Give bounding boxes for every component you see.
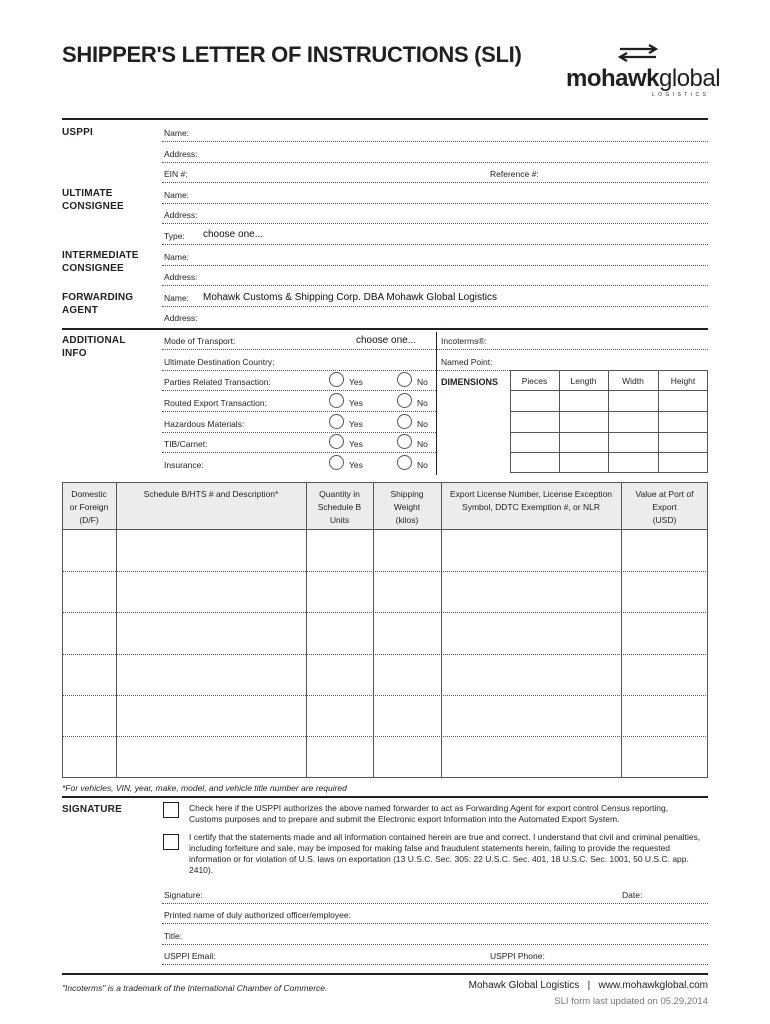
hazardous-yes-radio[interactable] (329, 414, 344, 429)
row-divider (162, 390, 436, 391)
dim-header-length: Length (570, 376, 597, 386)
routed-export-yes-radio[interactable] (329, 393, 344, 408)
ultimate-name-label: Name: (164, 190, 190, 200)
col-header-weight: Shipping Weight (kilos) (390, 489, 424, 525)
phone-label: USPPI Phone: (490, 951, 545, 961)
routed-export-no-radio[interactable] (397, 393, 412, 408)
intermediate-consignee-heading: INTERMEDIATE CONSIGNEE (62, 250, 139, 274)
no-label: No (417, 439, 428, 449)
parties-related-no-radio[interactable] (397, 372, 412, 387)
date-label: Date: (622, 890, 643, 900)
insurance-yes-radio[interactable] (329, 455, 344, 470)
named-point-label: Named Point: (441, 357, 493, 367)
intermediate-address-field[interactable] (162, 285, 708, 286)
signature-label: Signature: (164, 890, 203, 900)
dimensions-label: DIMENSIONS (441, 377, 499, 387)
company-logo: mohawkglobal (566, 65, 721, 92)
usppi-ein-field[interactable] (162, 182, 708, 183)
col-header-origin: Domestic or Foreign (D/F) (69, 489, 109, 525)
additional-info-heading: ADDITIONAL INFO (62, 335, 126, 359)
table-row[interactable] (62, 736, 708, 737)
no-label: No (417, 398, 428, 408)
forwarding-agent-authorization-checkbox[interactable] (163, 802, 179, 818)
incoterms-trademark-note: "Incoterms" is a trademark of the International Chamber of Commerce. (62, 983, 328, 993)
question-label: Hazardous Materials: (164, 419, 245, 429)
usppi-address-label: Address: (164, 149, 198, 159)
certification-checkbox[interactable] (163, 834, 179, 850)
destination-country-label: Ultimate Destination Country: (164, 357, 275, 367)
row-divider (162, 452, 436, 453)
section-divider (62, 328, 708, 330)
printed-name-label: Printed name of duly authorized officer/employee: (164, 910, 351, 920)
column-divider (116, 482, 117, 778)
forwarding-agent-heading: FORWARDING AGENT (62, 292, 134, 316)
forwarding-address-label: Address: (164, 313, 198, 323)
usppi-ein-label: EIN #: (164, 169, 188, 179)
row-divider (162, 306, 708, 307)
row-divider (162, 432, 436, 433)
footer-company: Mohawk Global Logistics | www.mohawkglobal.com (468, 980, 708, 991)
ultimate-consignee-heading: ULTIMATE CONSIGNEE (62, 188, 124, 212)
forwarding-name-label: Name: (164, 293, 190, 303)
column-divider (441, 482, 442, 778)
yes-label: Yes (349, 398, 363, 408)
table-row[interactable] (62, 571, 708, 572)
question-label: Routed Export Transaction: (164, 398, 268, 408)
mode-of-transport-label: Mode of Transport: (164, 336, 236, 346)
signature-heading: SIGNATURE (62, 804, 122, 815)
email-phone-field[interactable] (162, 964, 708, 965)
email-label: USPPI Email: (164, 951, 216, 961)
logo-arrows-icon (616, 44, 660, 62)
row-divider (162, 244, 708, 245)
yes-label: Yes (349, 419, 363, 429)
hazardous-no-radio[interactable] (397, 414, 412, 429)
intermediate-name-field[interactable] (162, 265, 708, 266)
col-header-license: Export License Number, License Exception Symbol, DDTC Exemption #, or NLR (449, 489, 613, 512)
ultimate-type-dropdown[interactable]: choose one... (203, 229, 264, 240)
usppi-reference-label: Reference #: (490, 169, 539, 179)
row-divider (162, 349, 708, 350)
vehicle-footnote: *For vehicles, VIN, year, make, model, and vehicle title number are required (62, 783, 347, 793)
no-label: No (417, 377, 428, 387)
usppi-address-field[interactable] (162, 162, 708, 163)
no-label: No (417, 419, 428, 429)
ultimate-name-field[interactable] (162, 203, 708, 204)
grid-line (510, 390, 708, 391)
column-divider (436, 332, 437, 475)
question-label: Insurance: (164, 460, 204, 470)
section-divider (62, 118, 708, 120)
forwarding-name-field[interactable]: Mohawk Customs & Shipping Corp. DBA Mohawk Global Logistics (203, 292, 498, 303)
title-field[interactable] (162, 944, 708, 945)
signature-field[interactable] (162, 903, 708, 904)
yes-label: Yes (349, 377, 363, 387)
ultimate-address-field[interactable] (162, 223, 708, 224)
grid-line (510, 452, 708, 453)
col-header-value: Value at Port of Export (USD) (635, 489, 694, 525)
dim-header-pieces: Pieces (521, 376, 548, 386)
incoterms-label: Incoterms®: (441, 336, 487, 346)
dim-header-height: Height (670, 376, 696, 386)
table-row[interactable] (62, 695, 708, 696)
yes-label: Yes (349, 439, 363, 449)
insurance-no-radio[interactable] (397, 455, 412, 470)
footer-updated: SLI form last updated on 05.29.2014 (554, 996, 708, 1007)
ultimate-address-label: Address: (164, 210, 198, 220)
section-divider (62, 973, 708, 975)
question-label: TIB/Carnet: (164, 439, 208, 449)
col-header-description: Schedule B/HTS # and Description* (143, 489, 279, 499)
tib-carnet-yes-radio[interactable] (329, 434, 344, 449)
question-label: Parties Related Transaction: (164, 377, 271, 387)
parties-related-yes-radio[interactable] (329, 372, 344, 387)
usppi-name-field[interactable] (162, 141, 708, 142)
grid-line (510, 432, 708, 433)
page-title: SHIPPER'S LETTER OF INSTRUCTIONS (SLI) (62, 42, 522, 67)
tib-carnet-no-radio[interactable] (397, 434, 412, 449)
dim-header-width: Width (622, 376, 644, 386)
yes-label: Yes (349, 460, 363, 470)
table-row[interactable] (62, 654, 708, 655)
usppi-name-label: Name: (164, 128, 190, 138)
title-label: Title: (164, 931, 183, 941)
no-label: No (417, 460, 428, 470)
table-row[interactable] (62, 612, 708, 613)
usppi-heading: USPPI (62, 127, 94, 138)
row-divider (162, 411, 436, 412)
section-divider (62, 796, 708, 798)
ultimate-type-label: Type: (164, 231, 185, 241)
col-header-quantity: Quantity in Schedule B Units (317, 489, 362, 525)
authorization-text: Check here if the USPPI authorizes the above named forwarder to act as Forwarding Agent for export control Census reporting, Customs purposes and to prepare and submit the Electronic export Information into the Automated Export System. (189, 803, 669, 824)
mode-of-transport-dropdown[interactable]: choose one... (356, 335, 417, 346)
grid-line (510, 411, 708, 412)
certification-text: I certify that the statements made and all information contained herein are true and correct. I understand that civil and criminal penalties, including forfeiture and sale, may be imposed for making false and fraudulent statements herein, failing to provide the requested information or for violation of U.S. laws on exportation (13 U.S.C. Sec. 305: 22 U.S.C. Sec. 401, 18 U.S.C. Sec. 1001, 50 U.S.C. app. 2410). (189, 832, 701, 875)
logo-subtext: LOGISTICS (652, 92, 710, 98)
intermediate-address-label: Address: (164, 272, 198, 282)
intermediate-name-label: Name: (164, 252, 190, 262)
printed-name-field[interactable] (162, 923, 708, 924)
